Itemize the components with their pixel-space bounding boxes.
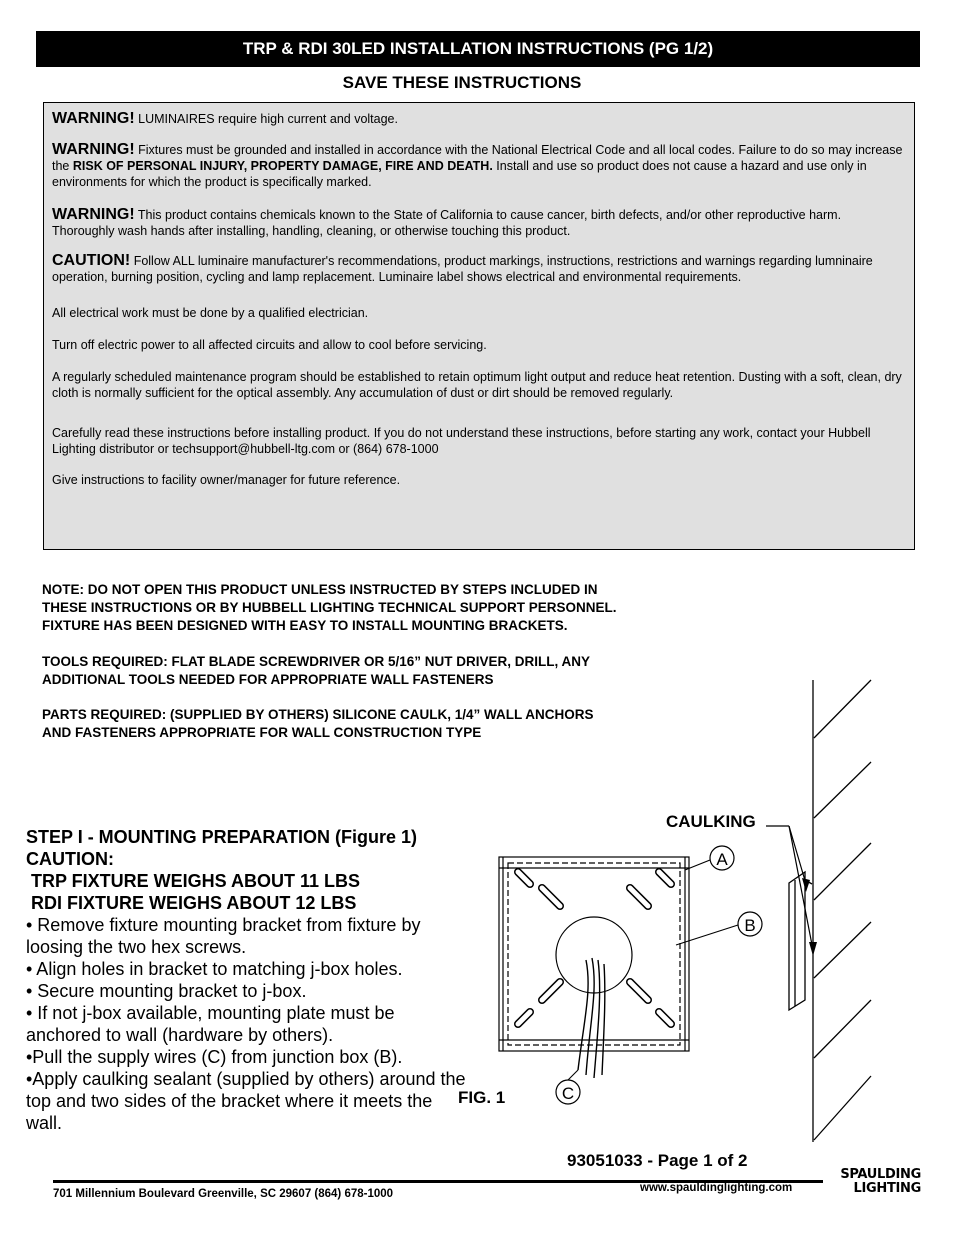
mounting-plate-front <box>499 857 689 1051</box>
power-off-note: Turn off electric power to all affected circuits and allow to cool before servicing. <box>52 338 487 352</box>
step-1-heading: STEP I - MOUNTING PREPARATION (Figure 1) <box>26 827 418 847</box>
warning-text: LUMINAIRES require high current and voltage. <box>134 112 398 126</box>
warning-label: WARNING! <box>52 110 135 127</box>
document-title: TRP & RDI 30LED INSTALLATION INSTRUCTIONS (PG 1/2) <box>36 31 920 67</box>
caution-text: Follow ALL luminaire manufacturer's recommendations, product markings, instructions, restrictions and warnings regarding lumninaire operation, burning position, cycling and lamp replacement. Luminaire label shows electrical and environmental requirements. <box>52 254 873 284</box>
maintenance-note: A regularly scheduled maintenance program should be established to retain optimum light output and reduce heat retention. Dusting with a soft, clean, dry cloth is normally sufficient for the optical assembly. Any accumulation of dust or dirt should be removed regularly. <box>52 370 902 400</box>
note-line: FIXTURE HAS BEEN DESIGNED WITH EASY TO INSTALL MOUNTING BRACKETS. <box>42 618 568 633</box>
page-number: 93051033 - Page 1 of 2 <box>567 1151 748 1170</box>
spaulding-logo <box>826 1168 921 1196</box>
logo-line: SPAULDING <box>840 1167 921 1182</box>
warning-text: This product contains chemicals known to the State of California to cause cancer, birth defects, and/or other reproductive harm. Thoroughly wash hands after installing, handling, cleaning, or otherwise touching this product. <box>52 208 842 238</box>
step-bullet: •Apply caulking sealant (supplied by others) around the top and two sides of the bracket where it meets the wall. <box>26 1069 466 1133</box>
warning-text: Install and use so product does not cause a hazard and use only in environments for which the product is specifically marked. <box>52 159 867 189</box>
website-link[interactable]: www.spauldinglighting.com <box>640 1182 793 1194</box>
step-bullet: •Pull the supply wires (C) from junction box (B). <box>26 1047 403 1067</box>
warning-label: WARNING! <box>52 206 135 223</box>
note-line: NOTE: DO NOT OPEN THIS PRODUCT UNLESS INSTRUCTED BY STEPS INCLUDED IN <box>42 582 598 597</box>
callout-b-label: B <box>744 916 756 935</box>
company-address: 701 Millennium Boulevard Greenville, SC 29607 (864) 678-1000 <box>53 1188 394 1200</box>
note-line: AND FASTENERS APPROPRIATE FOR WALL CONSTRUCTION TYPE <box>42 725 482 740</box>
step-bullet: • Secure mounting bracket to j-box. <box>26 981 307 1001</box>
note-line: TOOLS REQUIRED: FLAT BLADE SCREWDRIVER OR 5/16” NUT DRIVER, DRILL, ANY <box>42 654 591 669</box>
electrician-note: All electrical work must be done by a qualified electrician. <box>52 306 369 320</box>
caution-heading: CAUTION: <box>26 849 114 869</box>
figure-label: FIG. 1 <box>458 1088 506 1107</box>
callout-a-label: A <box>716 850 728 869</box>
read-instructions-note: Carefully read these instructions before installing product. If you do not understand these instructions, before starting any work, contact your Hubbell Lighting distributor or techsupport@hubbell-ltg.com or (864) 678-1000 <box>52 426 871 456</box>
step-bullet: • If not j-box available, mounting plate must be anchored to wall (hardware by others). <box>26 1003 395 1045</box>
caulking-label: CAULKING <box>666 812 756 831</box>
rdi-weight: RDI FIXTURE WEIGHS ABOUT 12 LBS <box>26 893 357 913</box>
caution-label: CAUTION! <box>52 252 131 269</box>
note-line: ADDITIONAL TOOLS NEEDED FOR APPROPRIATE WALL FASTENERS <box>42 672 494 687</box>
callout-c-label: C <box>561 1084 575 1103</box>
arrow-icon <box>802 878 810 892</box>
give-instructions-note: Give instructions to facility owner/manager for future reference. <box>52 473 401 487</box>
supply-wires <box>578 958 605 1078</box>
trp-weight: TRP FIXTURE WEIGHS ABOUT 11 LBS <box>26 871 361 891</box>
arrow-icon <box>809 942 817 956</box>
wall-hatching <box>813 680 871 1142</box>
note-line: PARTS REQUIRED: (SUPPLIED BY OTHERS) SILICONE CAULK, 1/4” WALL ANCHORS <box>42 707 594 722</box>
save-instructions-heading: SAVE THESE INSTRUCTIONS <box>342 73 582 92</box>
warning-risk-text: RISK OF PERSONAL INJURY, PROPERTY DAMAGE, FIRE AND DEATH. <box>72 159 493 173</box>
step-bullet: • Align holes in bracket to matching j-box holes. <box>26 959 403 979</box>
warning-text: Fixtures must be grounded and installed in accordance with the National Electrical Code and all local codes. Failure to do so may increase the <box>52 143 903 173</box>
step-bullet: • Remove fixture mounting bracket from fixture by loosing the two hex screws. <box>26 915 421 957</box>
warning-label: WARNING! <box>52 141 135 158</box>
logo-line: LIGHTING <box>853 1181 921 1196</box>
bracket-side-view <box>789 872 812 1010</box>
note-line: THESE INSTRUCTIONS OR BY HUBBELL LIGHTING TECHNICAL SUPPORT PERSONNEL. <box>42 600 617 615</box>
